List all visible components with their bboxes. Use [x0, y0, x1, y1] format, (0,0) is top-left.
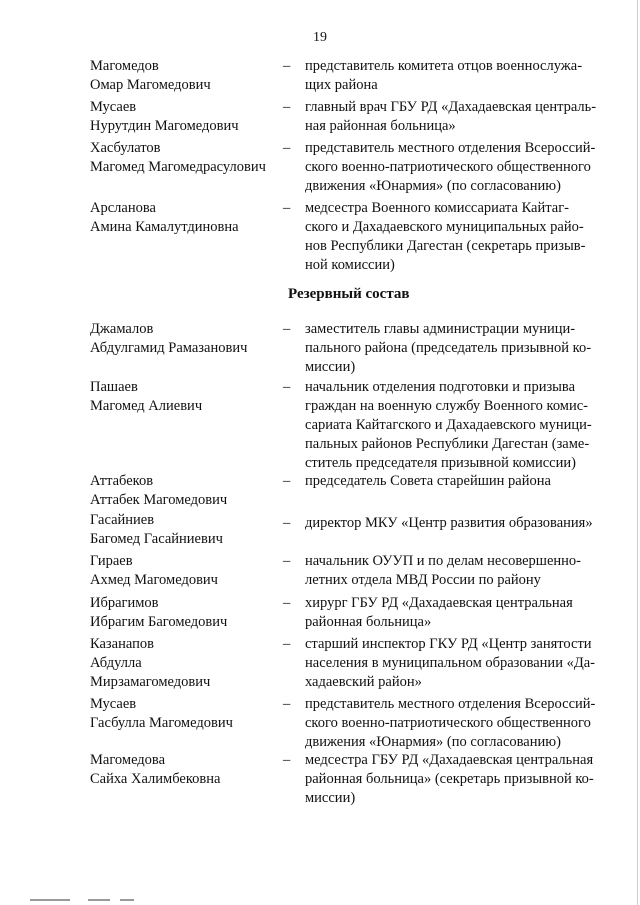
member-name: Пашаев Магомед Алиевич — [90, 379, 203, 414]
member-role: председатель Совета старейшин района — [305, 473, 551, 489]
member-name: Магомедова Сайха Халимбековна — [90, 752, 221, 787]
dash-separator: – — [283, 515, 291, 531]
member-role: медсестра Военного комиссариата Кайтаг- ского и Дахадаевского муниципальных райо- нов Республики Дагестан (секретарь призыв- ной комиссии) — [305, 200, 586, 273]
member-role: представитель местного отделения Всероссий- ского военно-патриотического общественного движения «Юнармия» (по согласованию) — [305, 140, 596, 194]
member-name: Гасайниев Багомед Гасайниевич — [90, 512, 223, 547]
member-role: директор МКУ «Центр развития образования» — [305, 515, 593, 531]
member-role: старший инспектор ГКУ РД «Центр занятости населения в муниципальном образовании «Да- хадаевский район» — [305, 636, 595, 690]
scan-artifact — [0, 891, 640, 905]
member-name: Джамалов Абдулгамид Рамазанович — [90, 321, 248, 356]
dash-separator: – — [283, 636, 291, 652]
member-name: Казанапов Абдулла Мирзамагомедович — [90, 636, 211, 690]
page-edge-line — [637, 0, 638, 905]
member-name: Ибрагимов Ибрагим Багомедович — [90, 595, 228, 630]
dash-separator: – — [283, 200, 291, 216]
member-role: начальник отделения подготовки и призыва граждан на военную службу Военного комис- сариата Кайтагского и Дахадаевского муници- пальных районов Республики Дагестан (заме- ститель председателя призывной комиссии) — [305, 379, 592, 471]
dash-separator: – — [283, 379, 291, 395]
member-name: Хасбулатов Магомед Магомедрасулович — [90, 140, 266, 175]
member-role: главный врач ГБУ РД «Дахадаевская централь- ная районная больница» — [305, 99, 597, 134]
dash-separator: – — [283, 321, 291, 337]
dash-separator: – — [283, 99, 291, 115]
member-name: Мусаев Гасбулла Магомедович — [90, 696, 233, 731]
dash-separator: – — [283, 140, 291, 156]
dash-separator: – — [283, 473, 291, 489]
member-role: заместитель главы администрации муници- пального района (председатель призывной ко- миссии) — [305, 321, 592, 375]
member-role: хирург ГБУ РД «Дахадаевская центральная районная больница» — [305, 595, 573, 630]
member-role: начальник ОУУП и по делам несовершенно- летних отдела МВД России по району — [305, 553, 581, 588]
member-role: представитель местного отделения Всероссий- ского военно-патриотического общественного движения «Юнармия» (по согласованию) — [305, 696, 596, 750]
page-number: 19 — [313, 30, 327, 45]
member-name: Арсланова Амина Камалутдиновна — [90, 200, 239, 235]
member-role: представитель комитета отцов военнослужа- щих района — [305, 58, 583, 93]
member-name: Мусаев Нурутдин Магомедович — [90, 99, 239, 134]
member-name: Гираев Ахмед Магомедович — [90, 553, 218, 588]
dash-separator: – — [283, 696, 291, 712]
member-name: Аттабеков Аттабек Магомедович — [90, 473, 228, 508]
dash-separator: – — [283, 553, 291, 569]
section-heading: Резервный состав — [288, 286, 410, 302]
dash-separator: – — [283, 58, 291, 74]
dash-separator: – — [283, 752, 291, 768]
member-role: медсестра ГБУ РД «Дахадаевская центральная районная больница» (секретарь призывной ко- миссии) — [305, 752, 594, 806]
dash-separator: – — [283, 595, 291, 611]
member-name: Магомедов Омар Магомедович — [90, 58, 211, 93]
